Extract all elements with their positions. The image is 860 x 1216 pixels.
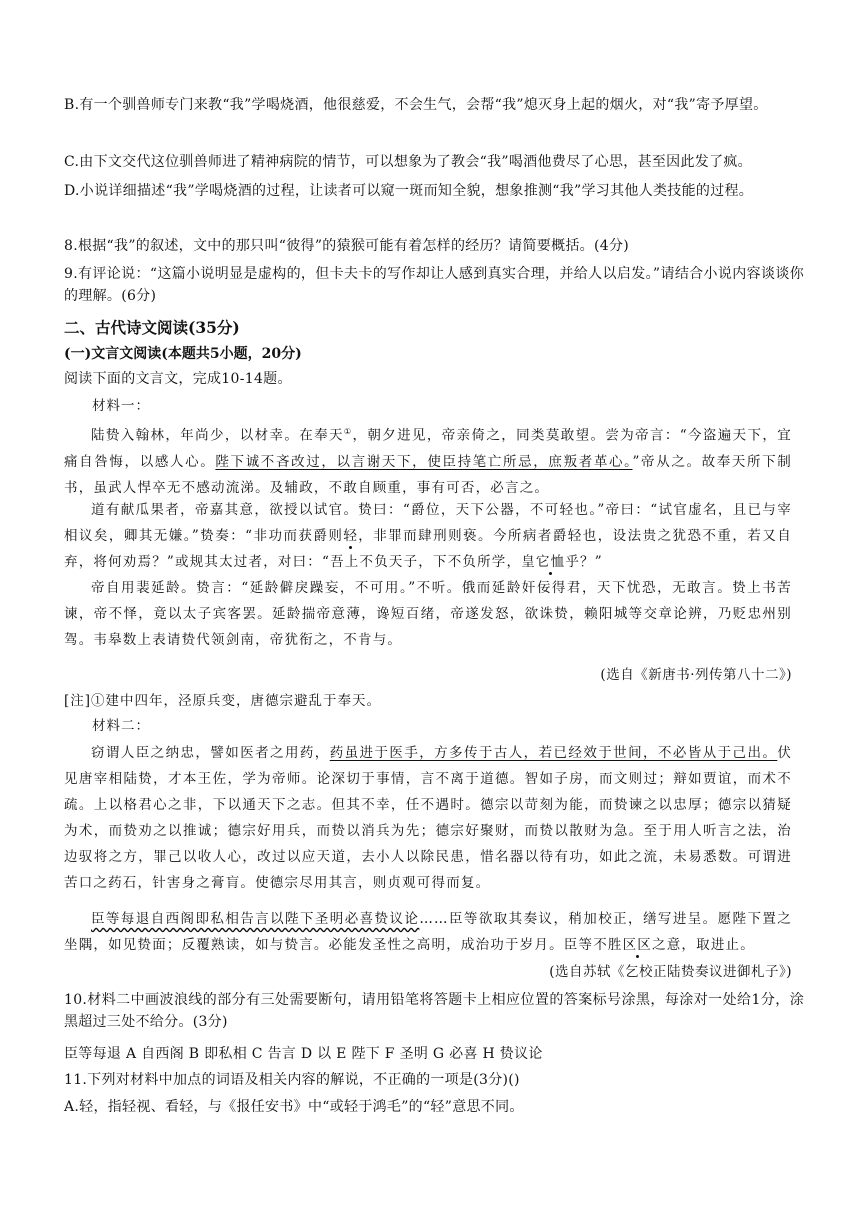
question-10: 10.材料二中画波浪线的部分有三处需要断句，请用铅笔将答题卡上相应位置的答案标号涂黑，每涂对一处给1分，涂黑超过三处不给分。(3分) [64,992,804,1030]
material-1-paragraph-2: 道有献瓜果者，帝嘉其意，欲授以试官。贽曰：“爵位，天下公器，不可轻也。”帝曰：“试官虚名，且已与宰相议矣，卿其无嫌。”贽奏：“非功而获爵则轻，非罪而肆刑则亵。今所病者爵轻也，设法贵之犹恐不重，若又自弃，将何劝焉？”或规其太过者，对曰：“吾上不负天子，下不负所学，皇它恤乎？” [64,502,792,570]
material-2-paragraph-2: 臣等每退自西阁即私相告言以陛下圣明必喜贽议论……臣等欲取其奏议，稍加校正，缮写进呈。愿陛下置之坐隅，如见贽面；反覆熟读，如与贽言。必能发圣性之高明，成治功于岁月。臣等不胜区区之意，取进止。 [64,911,793,953]
material-1-paragraph-1: 陆贽入翰林，年尚少，以材幸。在奉天①，朝夕进见，帝亲倚之，同类莫敢望。尝为帝言：“今盗遍天下，宜痛自咎悔，以感人心。陛下诚不吝改过，以言谢天下，使臣持笔亡所忌，庶叛者革心。”帝从之。故奉天所下制书，虽武人悍卒无不感动流涕。及辅政，不敢自顾重，事有可否，必言之。 [64,427,792,496]
underlined-sentence: 陛下诚不吝改过，以言谢天下，使臣持笔亡所忌，庶叛者革心。 [215,453,633,470]
section-2-subtitle: (一)文言文阅读(本题共5小题，20分) [64,346,302,362]
dotted-word-ququ: 区区 [622,937,653,953]
wavy-underlined-sentence: 臣等每退自西阁即私相告言以陛下圣明必喜贽议论 [91,911,420,927]
dotted-word-tuoxu: 它恤 [535,554,566,570]
question-11: 11.下列对材料中加点的词语及相关内容的解说，不正确的一项是(3分)() [64,1072,520,1088]
question-9: 9.有评论说：“这篇小说明显是虚构的，但卡夫卡的写作却让人感到真实合理，并给人以启发。”请结合小说内容谈谈你的理解。(6分) [64,266,804,304]
reading-instruction: 阅读下面的文言文，完成10-14题。 [64,371,292,387]
footnote: [注]①建中四年，泾原兵变，唐德宗避乱于奉天。 [64,693,382,709]
q7-option-d: D.小说详细描述“我”学喝烧酒的过程，让读者可以窥一斑而知全貌，想象推测“我”学习其他人类技能的过程。 [64,183,754,199]
material-2-paragraph-1: 窃谓人臣之纳忠，譬如医者之用药，药虽进于医手，方多传于古人，若已经效于世间，不必皆从于己出。伏见唐宰相陆贽，才本王佐，学为帝师。论深切于事情，言不离于道德。智如子房，而文则过；辩如贾谊，而术不疏。上以格君心之非，下以通天下之志。但其不幸，任不遇时。德宗以苛刻为能，而贽谏之以忠厚；德宗以猜疑为术，而贽劝之以推诚；德宗好用兵，而贽以消兵为先；德宗好聚财，而贽以散财为急。至于用人听言之法，治边驭将之方，罪己以收人心，改过以应天道，去小人以除民患，惜名器以待有功，如此之流，未易悉数。可谓进苦口之药石，针害身之膏肓。使德宗尽用其言，则贞观可得而复。 [64,745,793,891]
material-1-paragraph-3: 帝自用裴延龄。贽言：“延龄僻戾躁妄，不可用。”不听。俄而延龄奸佞得君，天下忧恐，无敢言。贽上书苦谏，帝不怿，竟以太子宾客罢。延龄揣帝意薄，谗短百绪，帝遂发怒，欲诛贽，赖阳城等交章论辨，乃贬忠州别驾。韦皋数上表请贽代领剑南，帝犹衔之，不肯与。 [64,580,792,648]
q7-option-b: B.有一个驯兽师专门来教“我”学喝烧酒，他很慈爱，不会生气，会帮“我”熄灭身上起的烟火，对“我”寄予厚望。 [64,97,768,113]
underlined-sentence-2: 药虽进于医手，方多传于古人，若已经效于世间，不必皆从于己出。 [329,745,778,761]
question-11-option-a: A.轻，指轻视、看轻，与《报任安书》中“或轻于鸿毛”的“轻”意思不同。 [64,1099,524,1115]
section-2-title: 二、古代诗文阅读(35分) [64,318,240,337]
material-1-source: (选自《新唐书·列传第八十二》) [600,667,792,683]
question-8: 8.根据“我”的叙述，文中的那只叫“彼得”的猿猴可能有着怎样的经历？请简要概括。(4分) [64,238,630,254]
dotted-word-qing: 轻 [343,528,359,544]
q7-option-c: C.由下文交代这位驯兽师进了精神病院的情节，可以想象为了教会“我”喝酒他费尽了心思，甚至因此发了疯。 [64,154,752,170]
material-2-source: (选自苏轼《乞校正陆贽奏议进御札子》) [549,964,792,980]
question-10-options: 臣等每退 A 自西阁 B 即私相 C 告言 D 以 E 陛下 F 圣明 G 必喜 H 贽议论 [64,1046,543,1062]
footnote-marker: ① [343,427,353,436]
material-1-label: 材料一： [92,398,150,414]
material-2-label: 材料二： [92,718,150,734]
